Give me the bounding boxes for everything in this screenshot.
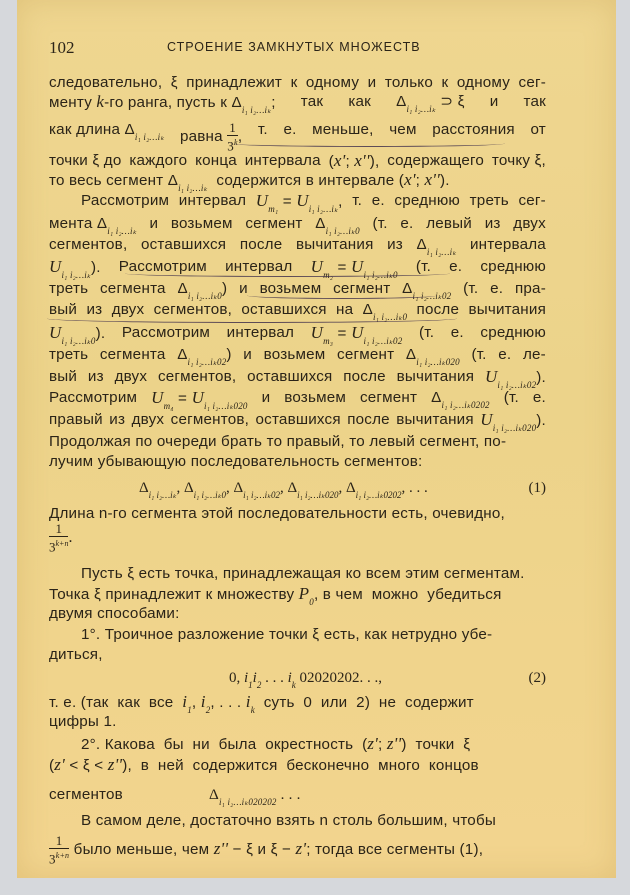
pen-underline — [230, 140, 505, 147]
text-line: цифры 1. — [49, 713, 117, 730]
text-line: вый из двух сегментов, оставшихся после вычитания $U_{i_1 i_2\dots i_k02}$). — [49, 367, 546, 390]
text-line: В самом деле, достаточно взять n столь большим, чтобы — [81, 812, 496, 829]
running-title: СТРОЕНИЕ ЗАМКНУТЫХ МНОЖЕСТВ — [167, 40, 421, 54]
text-line: точки ξ до каждого конца интервала (x'; x''), содержащего точку ξ, — [49, 151, 546, 170]
length-fraction: $\frac{1}{3^{k+n}}$ . — [49, 521, 73, 555]
text-line: $U_{i_1 i_2\dots i_k0}$). Рассмотрим интервал $U_{m_3} = U_{i_1 i_2\dots i_k02}$ (т. е. среднюю — [49, 323, 546, 346]
text-line: правый из двух сегментов, оставшихся после вычитания $U_{i_1 i_2\dots i_k020}$). — [49, 410, 546, 433]
text-line: Пусть ξ есть точка, принадлежащая ко всем этим сегментам. — [81, 565, 525, 582]
text-line: Рассмотрим интервал $U_{m_1} = U_{i_1 i_2\dots i_k}$, т. е. среднюю треть сег- — [81, 191, 546, 214]
text-line: (z' < ξ < z''), в ней содержится бесконечно много концов — [49, 755, 479, 774]
text-line: менту k-го ранга, пусть к $\Delta_{i_1 i_2\dots i_k}$; так как $\Delta_{i_1 i_2\dots i_k}$ ⊃ ξ и так — [49, 92, 546, 115]
equation-number: (1) — [528, 480, 546, 496]
text-line: Продолжая по очереди брать то правый, то левый сегмент, по- — [49, 433, 507, 450]
text-line: $U_{i_1 i_2\dots i_k}$). Рассмотрим интервал $U_{m_2} = U_{i_1 i_2\dots i_k0}$ (т. е. среднюю — [49, 257, 546, 280]
text-line: то весь сегмент $\Delta_{i_1 i_2\dots i_k}$ содержится в интервале (x'; x''). — [49, 170, 450, 193]
pen-underline — [47, 314, 457, 323]
text-line: треть сегмента $\Delta_{i_1 i_2\dots i_k0}$) и возьмем сегмент $\Delta_{i_1 i_2\dots i_k02}$ (т. е. пра- — [49, 280, 546, 301]
equation-2: 0, $i_1i_2$ . . . $i_k$ 02020202. . ., (2) — [229, 670, 546, 690]
text-line: Длина n-го сегмента этой последовательности есть, очевидно, — [49, 505, 505, 522]
text-line: следовательно, ξ принадлежит к одному и только к одному сег- — [49, 74, 546, 91]
text-line: Рассмотрим $U_{m_4} = U_{i_1 i_2\dots i_k020}$ и возьмем сегмент $\Delta_{i_1 i_2\dots i_k0202}$ (т. е. — [49, 388, 546, 411]
text-line: двумя способами: — [49, 605, 180, 622]
pen-underline — [125, 270, 450, 277]
fraction-1-over-3k: $\frac{1}{3^k}$ — [227, 120, 238, 154]
text-line: т. е. (так как все $i_1$, $i_2$, . . . $i_k$ суть 0 или 2) не содержит — [49, 692, 474, 715]
text-line: как длина $\Delta_{i_1 i_2\dots i_k}$ равна $\frac{1}{3^k}$ , т. е. меньше, чем расстояния от — [49, 120, 546, 154]
text-line: Точка ξ принадлежит к множеству $P_0$, в чем можно убедиться — [49, 584, 502, 607]
text-line: вый из двух сегментов, оставшихся на $\Delta_{i_1 i_2\dots i_k0}$ после вычитания — [49, 301, 546, 322]
page-number: 102 — [49, 38, 75, 57]
text-line: 1°. Троичное разложение точки ξ есть, как нетрудно убе- — [81, 626, 493, 643]
text-line: треть сегмента $\Delta_{i_1 i_2\dots i_k02}$) и возьмем сегмент $\Delta_{i_1 i_2\dots i_k020}$ (т. е. ле- — [49, 346, 546, 367]
text-line: диться, — [49, 646, 103, 663]
text-line: мента $\Delta_{i_1 i_2\dots i_k}$ и возьмем сегмент $\Delta_{i_1 i_2\dots i_k0}$ (т. е. левый из двух — [49, 215, 546, 236]
pen-underline — [247, 292, 437, 299]
equation-1: $\Delta_{i_1 i_2\dots i_k}$, $\Delta_{i_1 i_2\dots i_k0}$, $\Delta_{i_1 i_2\dots i_k02}$, $\Delta_{i_1 i_2\dots i_k020}$, $\Delta_{i_1 i_2\dots i_k0202}$, . . . (1) — [139, 480, 546, 500]
text-line: $\frac{1}{3^{k+n}}$ было меньше, чем z'' − ξ и ξ − z'; тогда все сегменты (1), — [49, 833, 484, 867]
text-line: 2°. Какова бы ни была окрестность (z'; z'') точки ξ — [81, 734, 471, 753]
equation-number: (2) — [528, 670, 546, 686]
book-page — [17, 0, 616, 878]
text-line: сегментов $\Delta_{i_1 i_2\dots i_k020202}$ . . . — [49, 786, 301, 807]
text-line: сегментов, оставшихся после вычитания из $\Delta_{i_1 i_2\dots i_k}$ интервала — [49, 236, 546, 257]
text-line: лучим убывающую последовательность сегментов: — [49, 453, 423, 470]
